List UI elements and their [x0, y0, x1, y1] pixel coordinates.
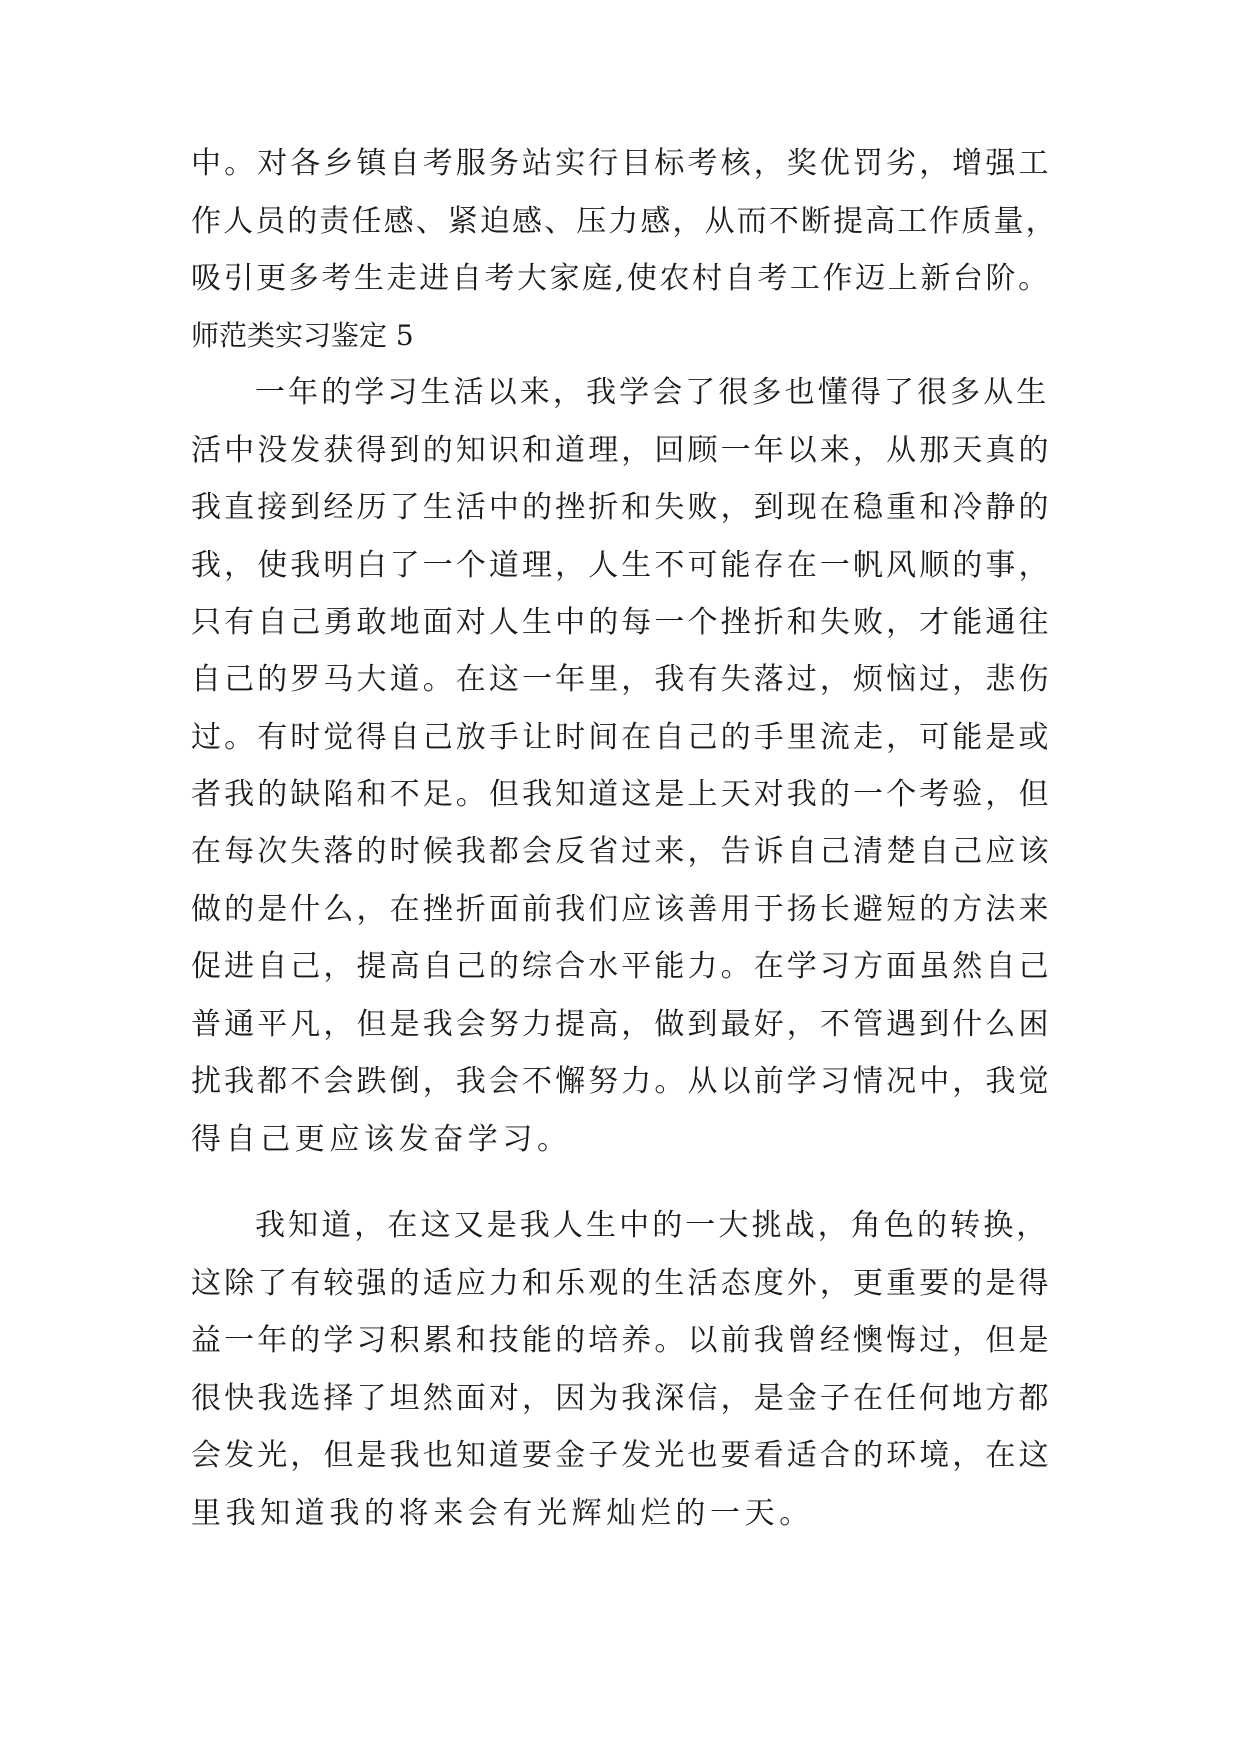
text-line: 这除了有较强的适应力和乐观的生活态度外，更重要的是得 — [191, 1266, 1052, 1301]
text-line: 得自己更应该发奋学习。 — [191, 1122, 572, 1157]
paragraph-first-line: 我知道，在这又是我人生中的一大挑战，角色的转换， — [255, 1208, 1050, 1243]
text-line: 很快我选择了坦然面对，因为我深信，是金子在任何地方都 — [191, 1381, 1052, 1416]
text-line: 益一年的学习积累和技能的培养。以前我曾经懊悔过，但是 — [191, 1323, 1052, 1358]
paragraph-first-line: 一年的学习生活以来，我学会了很多也懂得了很多从生 — [255, 375, 1050, 410]
text-line: 过。有时觉得自己放手让时间在自己的手里流走，可能是或 — [191, 720, 1052, 755]
text-line: 吸引更多考生走进自考大家庭,使农村自考工作迈上新台阶。 — [191, 261, 1051, 296]
text-line: 我直接到经历了生活中的挫折和失败，到现在稳重和冷静的 — [191, 490, 1052, 525]
text-line: 会发光，但是我也知道要金子发光也要看适合的环境，在这 — [191, 1438, 1052, 1473]
text-line: 我，使我明白了一个道理，人生不可能存在一帆风顺的事， — [191, 548, 1052, 583]
text-line: 里我知道我的将来会有光辉灿烂的一天。 — [191, 1496, 814, 1531]
text-line: 作人员的责任感、紧迫感、压力感，从而不断提高工作质量， — [191, 204, 1058, 239]
section-heading: 师范类实习鉴定 5 — [191, 319, 414, 352]
text-line: 自己的罗马大道。在这一年里，我有失落过，烦恼过，悲伤 — [191, 662, 1052, 697]
text-line: 活中没发获得到的知识和道理，回顾一年以来，从那天真的 — [191, 433, 1052, 468]
text-line: 者我的缺陷和不足。但我知道这是上天对我的一个考验，但 — [191, 777, 1052, 812]
text-line: 扰我都不会跌倒，我会不懈努力。从以前学习情况中，我觉 — [191, 1064, 1052, 1099]
text-line: 在每次失落的时候我都会反省过来，告诉自己清楚自己应该 — [191, 834, 1052, 869]
text-line: 做的是什么，在挫折面前我们应该善用于扬长避短的方法来 — [191, 892, 1052, 927]
text-line: 只有自己勇敢地面对人生中的每一个挫折和失败，才能通往 — [191, 605, 1052, 640]
text-line: 普通平凡，但是我会努力提高，做到最好，不管遇到什么困 — [191, 1007, 1052, 1042]
text-line: 促进自己，提高自己的综合水平能力。在学习方面虽然自己 — [191, 949, 1052, 984]
text-line: 中。对各乡镇自考服务站实行目标考核，奖优罚劣，增强工 — [191, 146, 1052, 181]
